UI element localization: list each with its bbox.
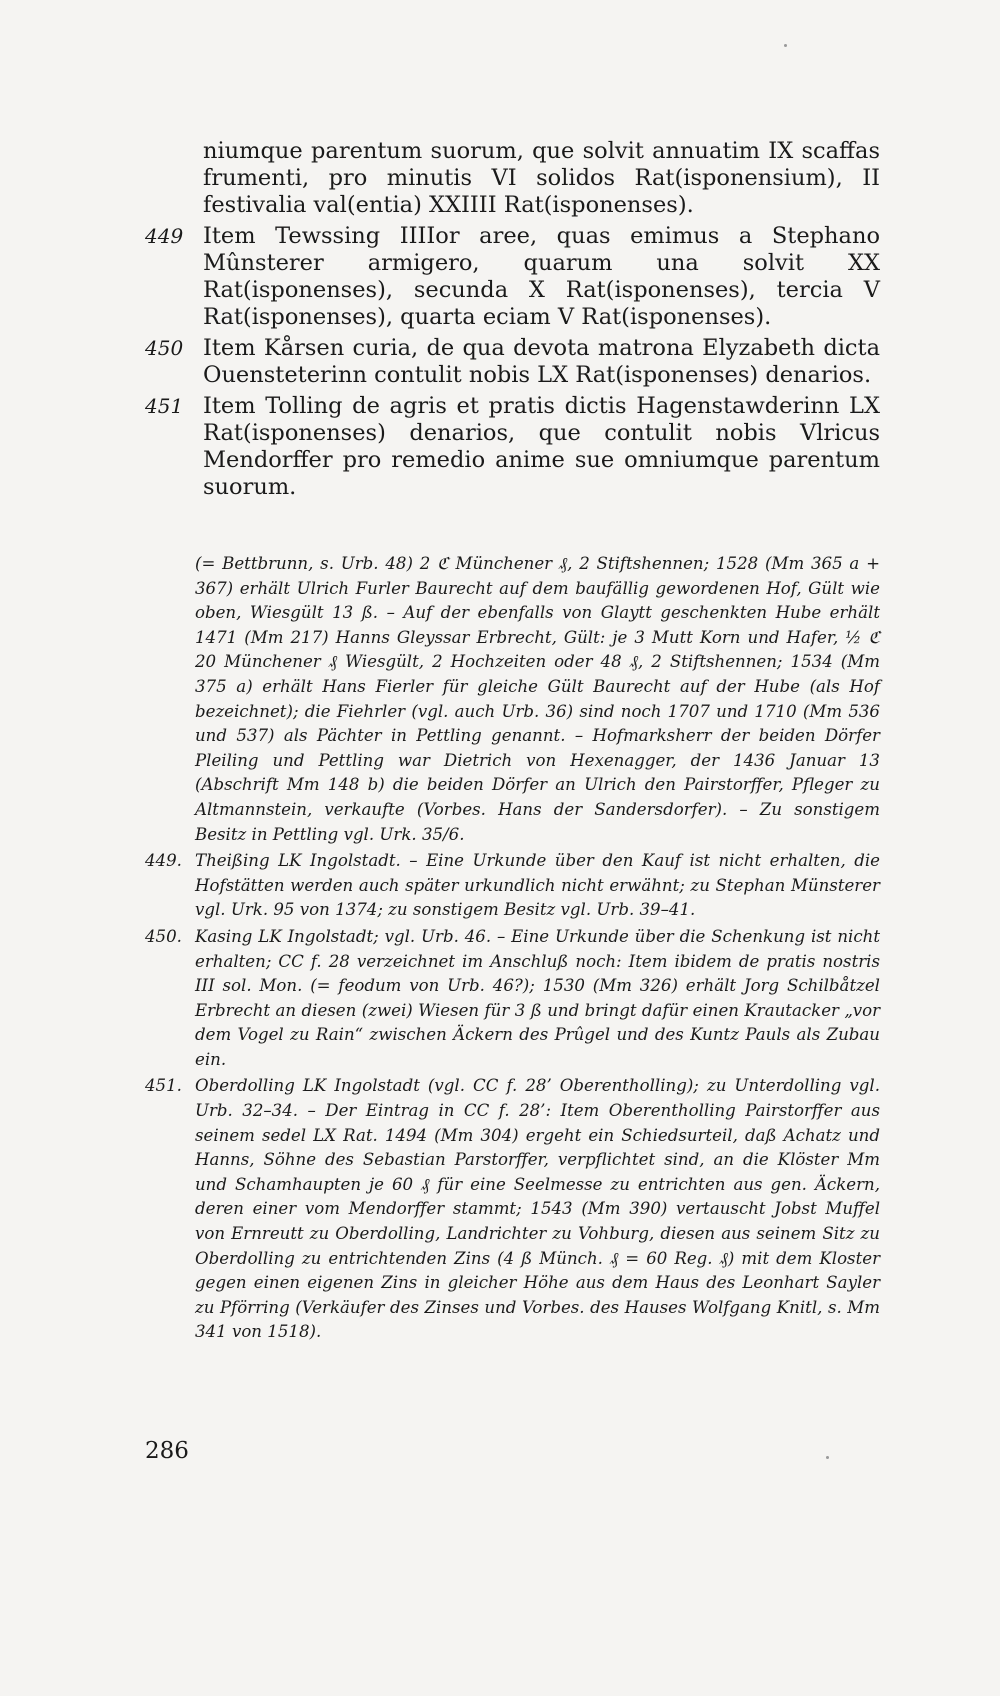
- note-text: Kasing LK Ingolstadt; vgl. Urb. 46. – Eine Urkunde über die Schenkung ist nicht erhalten; CC f. 28 verzeichnet im Anschluß noch: Item ibidem de pratis nostris III sol. Mon. (= feodum von Urb. 46?); 1530 (Mm 326) erhält Jorg Schilbåtzel Erbrecht an diesen (zwei) Wiesen für 3 ß und bringt dafür einen Krautacker „vor dem Vogel zu Rain“ zwischen Äckern des Prûgel und des Kuntz Pauls als Zubau ein.: [195, 926, 880, 1069]
- entry-text: Item Kårsen curia, de qua devota matrona Elyzabeth dicta Ouensteterinn contulit nobis LX Rat(isponenses) denarios.: [203, 335, 880, 388]
- note: [145, 1074, 880, 1345]
- note-text: Oberdolling LK Ingolstadt (vgl. CC f. 28’ Oberentholling); zu Unterdolling vgl. Urb. 32–34. – Der Eintrag in CC f. 28’: Item Oberentholling Pairstorffer aus seinem sedel LX Rat. 1494 (Mm 304) ergeht ein Schiedsurteil, daß Achatz und Hanns, Söhne des Sebastian Parstorffer, verpflichtet sind, an die Klöster Mm und Schamhaupten je 60 ₰ für eine Seelmesse zu entrichten aus gen. Äckern, deren einer vom Mendorffer stammt; 1543 (Mm 390) vertauscht Jobst Muffel von Ernreutt zu Oberdolling, Landrichter zu Vohburg, diesen aus seinem Sitz zu Oberdolling zu entrichtenden Zins (4 ß Münch. ₰ = 60 Reg. ₰) mit dem Kloster gegen einen eigenen Zins in gleicher Höhe aus dem Haus des Leonhart Sayler zu Pförring (Verkäufer des Zinses und Vorbes. des Hauses Wolfgang Knitl, s. Mm 341 von 1518).: [195, 1076, 880, 1342]
- speck: [784, 44, 787, 47]
- main-entry: [145, 393, 880, 501]
- note-number: 449.: [145, 851, 182, 871]
- speck: [826, 1456, 829, 1459]
- note-number: 450.: [145, 926, 182, 946]
- entry-text: Item Tewssing IIIIor aree, quas emimus a Stephano Mûnsterer armigero, quarum una solvit XX Rat(isponenses), secunda X Rat(isponenses), tercia V Rat(isponenses), quarta eciam V Rat(isponenses).: [203, 223, 880, 330]
- note: [145, 925, 880, 1073]
- note: [195, 552, 880, 847]
- entry-text: niumque parentum suorum, que solvit annuatim IX scaffas frumenti, pro minutis VI solidos Rat(isponensium), II festivalia val(entia) XXIIII Rat(isponenses).: [203, 138, 880, 218]
- note-text: Theißing LK Ingolstadt. – Eine Urkunde über den Kauf ist nicht erhalten, die Hofstätten werden auch später urkundlich nicht erwähnt; zu Stephan Münsterer vgl. Urk. 95 von 1374; zu sonstigem Besitz vgl. Urb. 39–41.: [195, 851, 880, 920]
- commentary-notes: [145, 552, 880, 1347]
- main-entry: [203, 138, 880, 219]
- note: [145, 849, 880, 923]
- main-entry: [145, 223, 880, 331]
- entry-text: Item Tolling de agris et pratis dictis Hagenstawderinn LX Rat(isponenses) denarios, que contulit nobis Vlricus Mendorffer pro remedio anime sue omniumque parentum suorum.: [203, 393, 880, 500]
- page-number: 286: [145, 1438, 189, 1464]
- note-number: 451.: [145, 1076, 182, 1096]
- entry-number: 451: [145, 394, 184, 418]
- main-text: [145, 138, 880, 505]
- main-entry: [145, 335, 880, 389]
- entry-number: 450: [145, 336, 184, 360]
- entry-number: 449: [145, 224, 184, 248]
- note-text: (= Bettbrunn, s. Urb. 48) 2 ℭ Münchener ₰, 2 Stiftshennen; 1528 (Mm 365 a + 367) erhält Ulrich Furler Baurecht auf dem baufällig gewordenen Hof, Gült wie oben, Wiesgült 13 ß. – Auf der ebenfalls von Glaytt geschenkten Hube erhält 1471 (Mm 217) Hanns Gleyssar Erbrecht, Gült: je 3 Mutt Korn und Hafer, ½ ℭ 20 Münchener ₰ Wiesgült, 2 Hochzeiten oder 48 ₰, 2 Stiftshennen; 1534 (Mm 375 a) erhält Hans Fierler für gleiche Gült Baurecht auf der Hube (als Hof bezeichnet); die Fiehrler (vgl. auch Urb. 36) sind noch 1707 und 1710 (Mm 536 und 537) als Pächter in Pettling genannt. – Hofmarksherr der beiden Dörfer Pleiling und Pettling war Dietrich von Hexenagger, der 1436 Januar 13 (Abschrift Mm 148 b) die beiden Dörfer an Ulrich den Pairstorffer, Pfleger zu Altmannstein, verkaufte (Vorbes. Hans der Sandersdorfer). – Zu sonstigem Besitz in Pettling vgl. Urk. 35/6.: [195, 554, 880, 844]
